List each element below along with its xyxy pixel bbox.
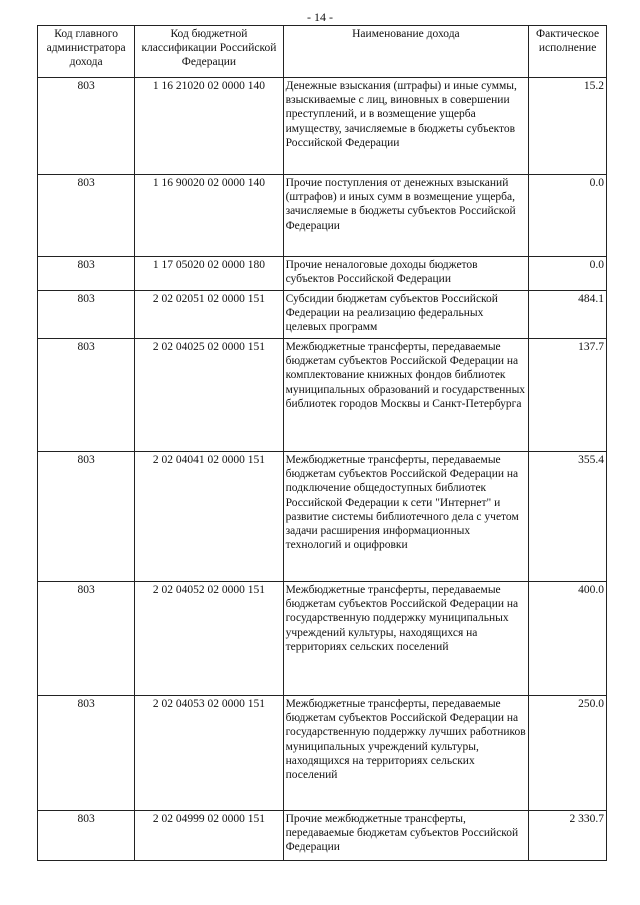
amount-cell: 2 330.7 (529, 811, 607, 861)
classification-code-cell: 1 17 05020 02 0000 180 (135, 257, 283, 291)
income-name-cell: Субсидии бюджетам субъектов Российской Федерации на реализацию федеральных целевых программ (283, 291, 529, 339)
admin-code-cell: 803 (38, 257, 135, 291)
amount-cell: 355.4 (529, 452, 607, 582)
income-name-cell: Прочие межбюджетные трансферты, передаваемые бюджетам субъектов Российской Федерации (283, 811, 529, 861)
table-row (38, 257, 607, 291)
admin-code-cell: 803 (38, 291, 135, 339)
table-row (38, 78, 607, 175)
classification-code-cell: 2 02 02051 02 0000 151 (135, 291, 283, 339)
amount-cell: 0.0 (529, 257, 607, 291)
income-name-cell: Прочие поступления от денежных взысканий (штрафов) и иных сумм в возмещение ущерба, зачисляемые в бюджеты субъектов Российской Федерации (283, 175, 529, 257)
classification-code-cell: 2 02 04025 02 0000 151 (135, 339, 283, 452)
header-actual: Фактическое исполнение (529, 26, 607, 78)
table-header-row (38, 26, 607, 78)
classification-code-cell: 2 02 04041 02 0000 151 (135, 452, 283, 582)
admin-code-cell: 803 (38, 339, 135, 452)
admin-code-cell: 803 (38, 452, 135, 582)
admin-code-cell: 803 (38, 582, 135, 696)
page-number: - 14 - (307, 10, 333, 24)
table-row (38, 811, 607, 861)
table-row (38, 291, 607, 339)
classification-code-cell: 2 02 04052 02 0000 151 (135, 582, 283, 696)
table-row (38, 696, 607, 811)
admin-code-cell: 803 (38, 696, 135, 811)
amount-cell: 137.7 (529, 339, 607, 452)
amount-cell: 484.1 (529, 291, 607, 339)
table-row (38, 339, 607, 452)
table-row (38, 175, 607, 257)
admin-code-cell: 803 (38, 811, 135, 861)
classification-code-cell: 1 16 21020 02 0000 140 (135, 78, 283, 175)
table-row (38, 452, 607, 582)
amount-cell: 15.2 (529, 78, 607, 175)
classification-code-cell: 2 02 04999 02 0000 151 (135, 811, 283, 861)
table-row (38, 582, 607, 696)
income-name-cell: Прочие неналоговые доходы бюджетов субъектов Российской Федерации (283, 257, 529, 291)
amount-cell: 0.0 (529, 175, 607, 257)
income-name-cell: Денежные взыскания (штрафы) и иные суммы, взыскиваемые с лиц, виновных в совершении преступлений, и в возмещение ущерба имуществу, зачисляемые в бюджеты субъектов Российской Федерации (283, 78, 529, 175)
header-admin-code: Код главного администратора дохода (38, 26, 135, 78)
amount-cell: 250.0 (529, 696, 607, 811)
header-classification-code: Код бюджетной классификации Российской Федерации (135, 26, 283, 78)
income-name-cell: Межбюджетные трансферты, передаваемые бюджетам субъектов Российской Федерации на государственную поддержку лучших работников муниципальных учреждений культуры, находящихся на территориях сельских поселений (283, 696, 529, 811)
income-name-cell: Межбюджетные трансферты, передаваемые бюджетам субъектов Российской Федерации на подключение общедоступных библиотек Российской Федерации к сети "Интернет" и развитие системы библиотечного дела с учетом задачи расширения информационных технологий и оцифровки (283, 452, 529, 582)
admin-code-cell: 803 (38, 175, 135, 257)
income-name-cell: Межбюджетные трансферты, передаваемые бюджетам субъектов Российской Федерации на государственную поддержку муниципальных учреждений культуры, находящихся на территориях сельских поселений (283, 582, 529, 696)
classification-code-cell: 1 16 90020 02 0000 140 (135, 175, 283, 257)
header-income-name: Наименование дохода (283, 26, 529, 78)
classification-code-cell: 2 02 04053 02 0000 151 (135, 696, 283, 811)
admin-code-cell: 803 (38, 78, 135, 175)
income-name-cell: Межбюджетные трансферты, передаваемые бюджетам субъектов Российской Федерации на комплектование книжных фондов библиотек муниципальных образований и государственных библиотек городов Москвы и Санкт-Петербурга (283, 339, 529, 452)
revenue-table (37, 25, 607, 861)
amount-cell: 400.0 (529, 582, 607, 696)
